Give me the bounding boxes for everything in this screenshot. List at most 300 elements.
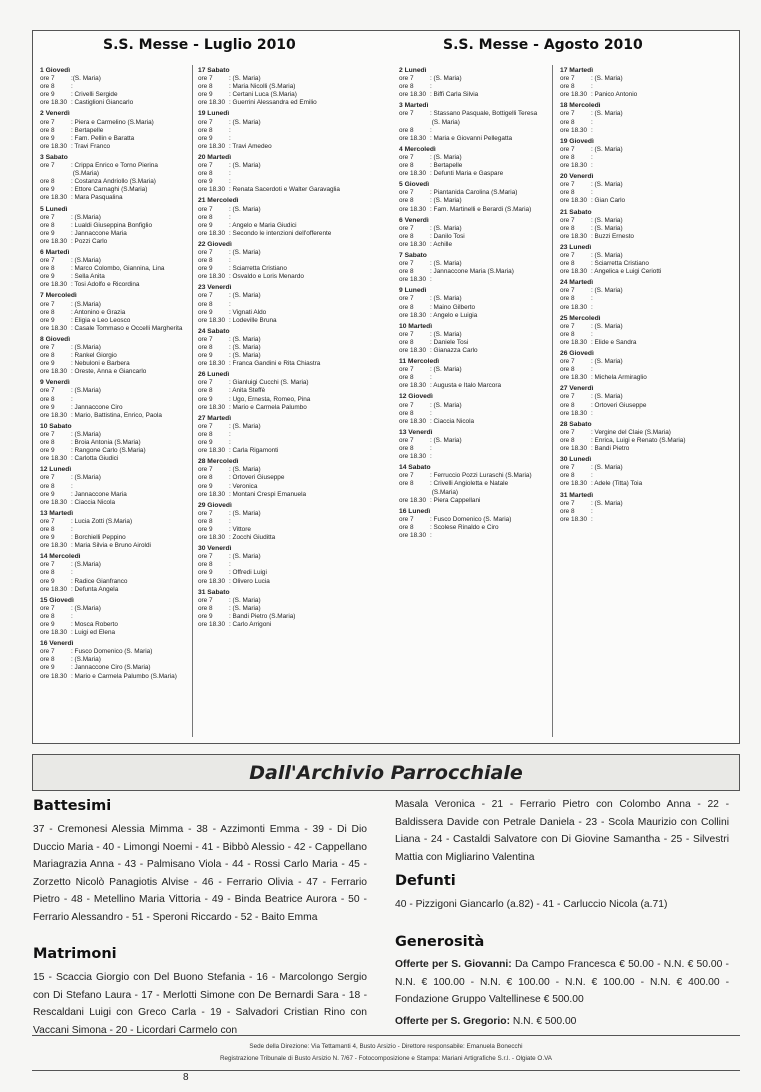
mass-time: ore 9: [198, 482, 213, 490]
mass-intention: : Jannaccone Maria (S.Maria): [430, 268, 514, 276]
mass-intention: : (S.Maria): [71, 213, 101, 221]
mass-intention: : Carla Rigamonti: [229, 447, 279, 455]
mass-line: [40, 194, 190, 202]
mass-time: ore 7: [560, 251, 575, 259]
mass-time: ore 8: [399, 162, 414, 170]
mass-line: [198, 474, 368, 482]
mass-line: [198, 510, 368, 518]
mass-time: ore 18.30: [560, 91, 588, 99]
mass-intention: : (S.Maria): [71, 430, 101, 438]
mass-line: [40, 99, 190, 107]
mass-line: [40, 75, 190, 83]
mass-intention: : Anita Steffè: [229, 387, 266, 395]
mass-day: [198, 328, 368, 368]
mass-line: [40, 257, 190, 265]
mass-time: ore 8: [560, 472, 575, 480]
mass-line: [198, 561, 368, 569]
mass-day: [399, 393, 549, 425]
mass-intention: : (S. Maria): [591, 110, 623, 118]
mass-time: ore 7: [399, 110, 414, 118]
mass-intention: : Luigi ed Elena: [71, 629, 116, 637]
mass-time: ore 9: [40, 403, 55, 411]
mass-time: ore 18.30: [560, 268, 588, 276]
mass-time: ore 7: [40, 387, 55, 395]
mass-line: [560, 197, 730, 205]
mass-intention: : Adele (Titta) Toia: [591, 480, 643, 488]
mass-intention: : Elide e Sandra: [591, 338, 637, 346]
mass-time: ore 9: [198, 439, 213, 447]
mass-time: ore 18.30: [560, 126, 588, 134]
mass-intention: : (S. Maria): [591, 393, 623, 401]
mass-time: ore 18.30: [40, 455, 68, 463]
mass-day-heading: 23 Venerdì: [198, 284, 232, 292]
mass-intention: : Oreste, Anna e Giancarlo: [71, 368, 147, 376]
mass-intention: :: [71, 83, 73, 91]
mass-intention: : Casale Tommaso e Occelli Margherita: [71, 324, 183, 332]
mass-line: [198, 292, 368, 300]
mass-intention: : (S. Maria): [430, 295, 462, 303]
mass-line: [399, 347, 549, 355]
mass-time: ore 8: [198, 213, 213, 221]
mass-intention: : Jannaccone Ciro (S.Maria): [71, 664, 151, 672]
mass-time: ore 18.30: [560, 232, 588, 240]
mass-day: [399, 429, 549, 461]
mass-time: ore 18.30: [198, 273, 226, 281]
mass-time: ore 18.30: [40, 542, 68, 550]
mass-day-heading: 31 Sabato: [198, 588, 230, 596]
mass-time: ore 8: [198, 474, 213, 482]
mass-day: [40, 597, 190, 637]
mass-day-heading: 20 Martedì: [198, 153, 232, 161]
mass-intention: : (S. Maria): [591, 358, 623, 366]
mass-time: ore 8: [560, 189, 575, 197]
mass-line: [198, 230, 368, 238]
mass-intention: : (S.Maria): [71, 474, 101, 482]
offerte-gregorio-label: Offerte per S. Gregorio:: [395, 1016, 511, 1027]
mass-intention: :: [591, 83, 593, 91]
mass-intention: :: [229, 300, 231, 308]
mass-day: [198, 371, 368, 411]
mass-intention: : Mosca Roberto: [71, 621, 118, 628]
mass-intention: :: [591, 126, 593, 134]
mass-line: [560, 119, 730, 127]
mass-line: [40, 526, 190, 534]
mass-line: [40, 178, 190, 186]
mass-time: ore 8: [40, 352, 55, 360]
mass-time: ore 9: [40, 316, 55, 324]
mass-intention: : Jannaccone Maria: [71, 229, 127, 237]
mass-line: [560, 508, 730, 516]
mass-time: ore 7: [40, 257, 55, 265]
mass-line: [399, 233, 549, 241]
mass-intention: : Ortoveri Giuseppe: [591, 401, 647, 409]
mass-line: [40, 162, 190, 170]
mass-line: [560, 358, 730, 366]
mass-day-heading: 16 Venerdì: [40, 640, 74, 648]
mass-intention: : Broia Antonia (S.Maria): [71, 439, 141, 447]
mass-intention: : Secondo le intenzioni dell'offerente: [229, 229, 332, 237]
mass-line: [40, 127, 190, 135]
mass-day-heading: 4 Mercoledì: [399, 145, 436, 153]
mass-intention: : (S. Maria): [591, 224, 623, 232]
mass-line: [40, 578, 190, 586]
mass-intention: : (S. Maria): [229, 75, 261, 83]
mass-time: ore 18.30: [560, 480, 588, 488]
mass-intention: : (S. Maria): [591, 499, 623, 507]
mass-line: [399, 276, 549, 284]
mass-intention: : Biffi Carla Silvia: [430, 91, 479, 99]
mass-time: ore 7: [198, 248, 213, 256]
mass-intention: : Fusco Domenico (S. Maria): [71, 648, 153, 656]
mass-line: [560, 516, 730, 524]
mass-line: [560, 323, 730, 331]
mass-time: ore 8: [399, 268, 414, 276]
mass-intention: : (S. Maria): [591, 145, 623, 153]
mass-line: [560, 233, 730, 241]
mass-time: ore 8: [40, 569, 55, 577]
mass-day-heading: 7 Sabato: [399, 251, 427, 259]
mass-intention: : Angelica e Luigi Ceriotti: [591, 268, 662, 276]
mass-intention: : Certani Luca (S.Maria): [229, 91, 297, 99]
mass-time: ore 18.30: [40, 281, 68, 289]
mass-time: ore 8: [560, 507, 575, 515]
mass-line: [198, 352, 368, 360]
mass-intention: : Sciarretta Cristiano: [591, 260, 649, 268]
mass-intention: : Piantanida Carolina (S.Maria): [430, 189, 518, 197]
column-divider: [192, 65, 193, 737]
mass-time: ore 8: [560, 224, 575, 232]
mass-line: [399, 366, 549, 374]
mass-day-heading: 17 Sabato: [198, 67, 230, 74]
mass-line: [198, 317, 368, 325]
mass-time: ore 8: [198, 604, 213, 612]
mass-intention: : (S.Maria): [71, 561, 101, 569]
mass-time: ore 18.30: [560, 409, 588, 417]
mass-intention: : (S. Maria): [430, 197, 462, 205]
mass-intention: : (S. Maria): [430, 224, 462, 232]
mass-time: ore 18.30: [399, 417, 427, 425]
mass-line: [399, 331, 549, 339]
mass-time: ore 7: [198, 292, 213, 300]
mass-line: [198, 578, 368, 586]
mass-intention: : Defunta Angela: [71, 585, 119, 593]
mass-day-heading: 15 Giovedì: [40, 596, 74, 604]
mass-line: [40, 569, 190, 577]
mass-time: ore 9: [40, 447, 55, 455]
mass-line: [560, 410, 730, 418]
mass-day: [560, 102, 730, 134]
mass-line: [40, 561, 190, 569]
mass-line: [198, 178, 368, 186]
mass-line: [198, 613, 368, 621]
mass-time: ore 7: [399, 260, 414, 268]
mass-time: ore 7: [560, 181, 575, 189]
mass-time: ore 7: [399, 515, 414, 523]
mass-time: ore 18.30: [198, 534, 226, 542]
mass-intention: : (S. Maria): [430, 260, 462, 268]
mass-intention: : Bertapelle: [71, 126, 104, 134]
mass-line: [560, 500, 730, 508]
mass-day: [399, 508, 549, 540]
mass-day: [198, 241, 368, 281]
mass-time: ore 18.30: [560, 303, 588, 311]
mass-line: [40, 404, 190, 412]
mass-intention: : Michela Armiraglio: [591, 374, 647, 382]
mass-intention: : Jannaccone Ciro: [71, 403, 123, 411]
mass-day: [560, 138, 730, 170]
mass-time: ore 8: [399, 374, 414, 382]
mass-line: [198, 301, 368, 309]
column-divider: [552, 65, 553, 737]
mass-line: [560, 339, 730, 347]
mass-time: ore 7: [399, 224, 414, 232]
mass-time: ore 8: [399, 197, 414, 205]
mass-time: ore 7: [560, 110, 575, 118]
mass-intention: :: [430, 445, 432, 453]
mass-day: [560, 492, 730, 524]
mass-line: [399, 268, 549, 276]
mass-line: [198, 170, 368, 178]
mass-time: ore 7: [198, 205, 213, 213]
mass-time: ore 7: [399, 330, 414, 338]
mass-day: [198, 589, 368, 629]
mass-day: [560, 67, 730, 99]
mass-intention: : Fam. Pellin e Baratta: [71, 134, 135, 142]
mass-intention: : Maria Silvia e Bruno Airoldi: [71, 542, 151, 550]
mass-time: ore 8: [399, 83, 414, 91]
mass-day-heading: 12 Lunedì: [40, 466, 72, 474]
mass-line: [560, 472, 730, 480]
mass-line: [40, 344, 190, 352]
mass-line: [40, 273, 190, 281]
mass-day-heading: 27 Martedì: [198, 414, 232, 422]
mass-time: ore 8: [198, 83, 213, 91]
mass-time: ore 9: [40, 534, 55, 542]
mass-line: [198, 249, 368, 257]
mass-intention: : Bandi Pietro (S.Maria): [229, 612, 296, 620]
mass-day: [40, 466, 190, 506]
mass-intention: : Lucia Zotti (S.Maria): [71, 517, 133, 525]
mass-line: [560, 162, 730, 170]
mass-line: [40, 613, 190, 621]
mass-time: ore 8: [40, 83, 55, 91]
mass-intention: : (S. Maria): [229, 604, 261, 612]
mass-line: [40, 483, 190, 491]
mass-line: [399, 374, 549, 382]
mass-line: [198, 143, 368, 151]
mass-line: [399, 472, 549, 480]
mass-intention: : Maria e Giovanni Pellegatta: [430, 134, 513, 142]
mass-day-heading: 27 Venerdì: [560, 385, 594, 393]
mass-time: ore 7: [560, 287, 575, 295]
mass-day: [399, 217, 549, 249]
matrimoni-text-continued: Masala Veronica - 21 - Ferrario Pietro con Colombo Anna - 22 - Baldissera Davide con Petrale Daniela - 23 - Scola Maurizio con Collini Liana - 24 - Castaldi Salvatore con Di Giovine Samantha - 25 - Silvestri Mattia con Migliarino Valentina: [395, 799, 729, 863]
mass-day-heading: 14 Mercoledì: [40, 553, 81, 561]
mass-line: [399, 437, 549, 445]
mass-time: ore 7: [198, 162, 213, 170]
mass-time: ore 18.30: [399, 205, 427, 213]
mass-day: [40, 423, 190, 463]
mass-time: ore 18.30: [198, 447, 226, 455]
mass-line: [40, 317, 190, 325]
mass-time: ore 18.30: [560, 515, 588, 523]
mass-time: ore 8: [198, 300, 213, 308]
mass-time: ore 7: [198, 75, 213, 83]
offerte-giovanni-label: Offerte per S. Giovanni:: [395, 959, 512, 970]
mass-intention: : Gianazza Carlo: [430, 347, 478, 354]
mass-intention: : Renata Sacerdoti e Walter Garavaglia: [229, 186, 340, 194]
mass-time: ore 8: [560, 295, 575, 303]
mass-line: [399, 162, 549, 170]
mass-line: [40, 143, 190, 151]
mass-time: ore 18.30: [399, 453, 427, 461]
mass-day: [560, 279, 730, 311]
mass-time: ore 7: [399, 189, 414, 197]
mass-intention: : (S. Maria): [591, 464, 623, 472]
mass-intention: : (S. Maria): [591, 322, 623, 330]
mass-line: [40, 281, 190, 289]
mass-intention: : Mario e Carmela Palumbo: [229, 403, 307, 411]
mass-time: ore 8: [399, 480, 414, 488]
mass-time: ore 8: [198, 126, 213, 134]
mass-intention: : (S. Maria): [229, 205, 261, 213]
footer-line-2: Registrazione Tribunale di Busto Arsizio N. 7/67 - Fotocomposizione e Stampa: Mariani Artigrafiche S.r.l. - Olgiate O.VA: [219, 1055, 553, 1062]
mass-time: ore 7: [198, 596, 213, 604]
mass-intention: : (S. Maria): [229, 466, 261, 474]
mass-line: [399, 453, 549, 461]
generosita-heading: Generosità: [395, 934, 485, 950]
mass-time: ore 18.30: [399, 134, 427, 142]
mass-intention: : Daniele Tosi: [430, 338, 469, 346]
mass-line: [399, 480, 549, 488]
mass-time: ore 7: [40, 75, 55, 83]
mass-day-heading: 5 Giovedì: [399, 181, 430, 189]
mass-line: [399, 197, 549, 205]
mass-line: [560, 429, 730, 437]
mass-day: [560, 456, 730, 488]
mass-line: [198, 447, 368, 455]
mass-line: [399, 418, 549, 426]
mass-intention: :: [591, 409, 593, 417]
mass-intention: : Defunti Maria e Gaspare: [430, 170, 504, 178]
mass-intention: : Vittore: [229, 525, 251, 533]
mass-day-heading: 18 Mercoledì: [560, 102, 601, 110]
mass-line: [40, 387, 190, 395]
mass-intention: : Eligia e Leo Leosco: [71, 316, 131, 324]
defunti-text: 40 - Pizzigoni Giancarlo (a.82) - 41 - Carluccio Nicola (a.71): [395, 899, 668, 910]
mass-time: ore 9: [198, 612, 213, 620]
mass-day: [198, 154, 368, 194]
mass-intention: :: [71, 525, 73, 533]
mass-line: [40, 586, 190, 594]
mass-time: ore 8: [560, 366, 575, 374]
mass-time: ore 9: [40, 229, 55, 237]
mass-day: [399, 358, 549, 390]
mass-day-heading: 22 Giovedì: [198, 240, 232, 248]
mass-intention: :: [229, 178, 231, 186]
mass-line: [40, 648, 190, 656]
mass-line: [560, 75, 730, 83]
mass-intention: : Costanza Andriollo (S.Maria): [71, 178, 156, 186]
mass-time: ore 8: [560, 260, 575, 268]
mass-time: ore 7: [399, 436, 414, 444]
mass-line: [40, 119, 190, 127]
mass-time: ore 9: [198, 91, 213, 99]
mass-intention: : Ettore Carnaghi (S.Maria): [71, 186, 148, 194]
mass-time: ore 7: [399, 401, 414, 409]
mass-day-heading: 19 Giovedì: [560, 137, 594, 145]
mass-time: ore 18.30: [198, 186, 226, 194]
mass-time: ore 18.30: [399, 276, 427, 284]
mass-intention: : (S. Maria): [229, 292, 261, 300]
mass-time: ore 7: [40, 300, 55, 308]
mass-intention: : Gian Carlo: [591, 197, 626, 205]
mass-line: [399, 410, 549, 418]
mass-intention: : (S. Maria): [430, 401, 462, 409]
mass-day-heading: 21 Mercoledì: [198, 197, 239, 205]
mass-day: [560, 350, 730, 382]
mass-time: ore 7: [198, 466, 213, 474]
mass-line: [560, 268, 730, 276]
mass-day: [198, 415, 368, 455]
mass-time: ore 8: [198, 387, 213, 395]
mass-intention: :: [71, 612, 73, 620]
mass-day-heading: 26 Giovedì: [560, 350, 594, 357]
mass-intention: : (S. Maria): [229, 422, 261, 430]
defunti-heading: Defunti: [395, 873, 456, 889]
mass-day-heading: 28 Sabato: [560, 420, 592, 428]
mass-day-heading: 13 Martedì: [40, 509, 74, 517]
mass-line: [560, 181, 730, 189]
mass-line: [560, 374, 730, 382]
mass-time: ore 7: [560, 499, 575, 507]
mass-time: ore 9: [198, 265, 213, 273]
mass-intention: :: [591, 330, 593, 338]
mass-line: [198, 273, 368, 281]
mass-line: [399, 497, 549, 505]
mass-time: ore 7: [560, 75, 575, 83]
mass-intention: : (S. Maria): [229, 162, 261, 170]
archive-banner: [32, 754, 740, 791]
mass-time: ore 18.30: [198, 577, 226, 585]
mass-time: ore 8: [40, 395, 55, 403]
mass-line: [40, 605, 190, 613]
mass-intention: : Ugo, Ernesta, Romeo, Pina: [229, 395, 311, 403]
mass-time: ore 18.30: [40, 324, 68, 332]
mass-day: [198, 110, 368, 150]
mass-intention: :: [430, 126, 432, 134]
mass-line: [560, 154, 730, 162]
mass-day: [560, 173, 730, 205]
page-number: 8: [183, 1072, 189, 1083]
mass-day-heading: 6 Venerdì: [399, 216, 429, 224]
mass-line: [198, 206, 368, 214]
mass-day-heading: 16 Lunedì: [399, 507, 431, 515]
mass-intention: : (S.Maria): [71, 300, 101, 308]
mass-intention: : Pozzi Carlo: [71, 237, 108, 245]
mass-time: ore 7: [560, 322, 575, 330]
mass-day-heading: 9 Lunedì: [399, 287, 427, 295]
mass-intention: : (S. Maria): [229, 509, 261, 517]
mass-time: ore 18.30: [198, 360, 226, 368]
mass-day: [40, 206, 190, 246]
mass-time: ore 18.30: [40, 194, 68, 202]
mass-time: ore 18.30: [399, 496, 427, 504]
mass-intention: : (S. Maria): [430, 153, 462, 161]
mass-line: [399, 402, 549, 410]
mass-intention: :: [591, 507, 593, 515]
mass-intention: : Mario e Carmela Palumbo (S.Maria): [71, 672, 177, 680]
